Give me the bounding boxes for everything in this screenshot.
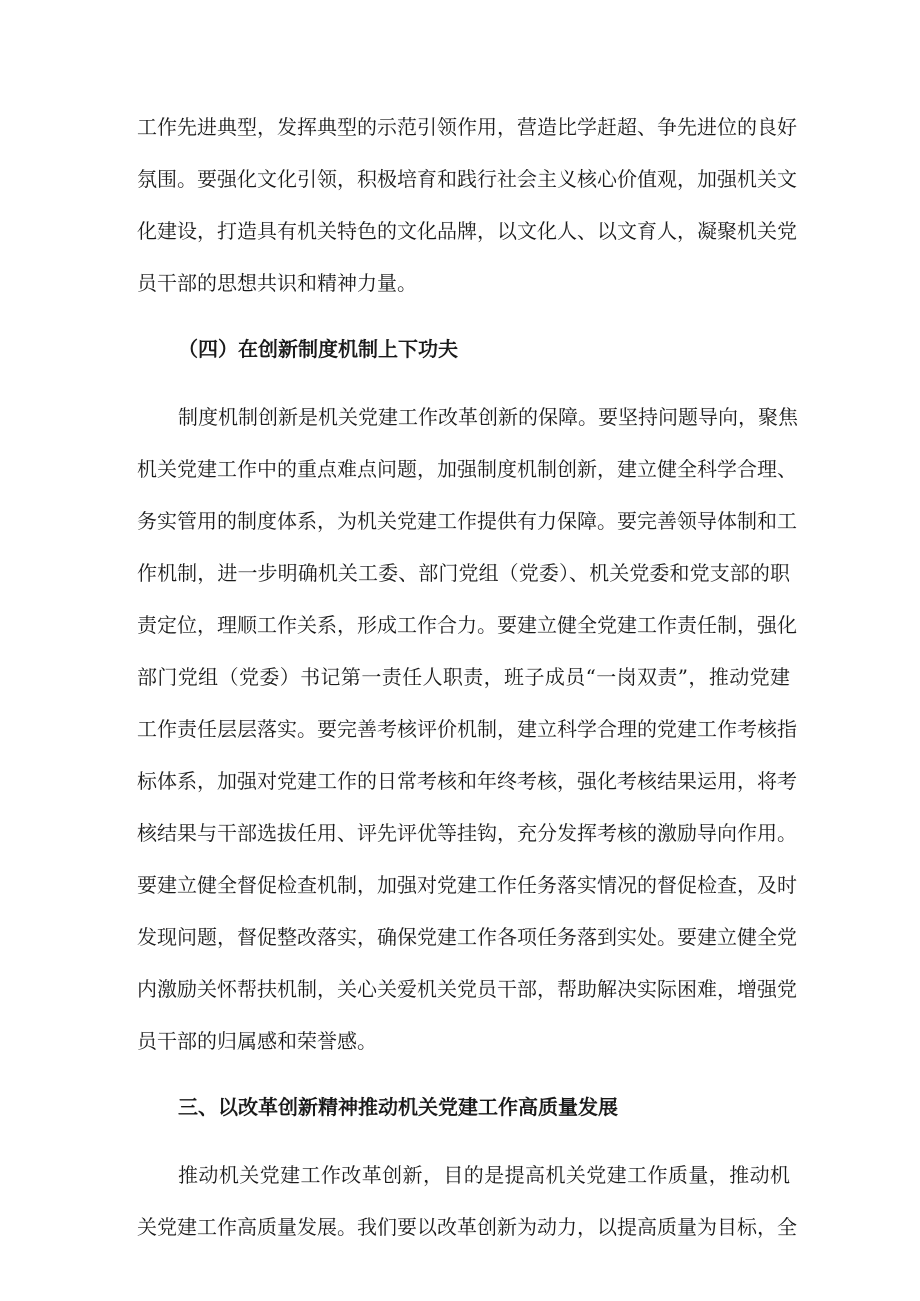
paragraph-1-line-2: 氛围。要强化文化引领，积极培育和践行社会主义核心价值观，加强机关文	[137, 167, 797, 191]
paragraph-2-line-11: 发现问题，督促整改落实，确保党建工作各项任务落到实处。要建立健全党	[137, 925, 797, 949]
paragraph-2-line-8: 标体系，加强对党建工作的日常考核和年终考核，强化考核结果运用，将考	[137, 769, 797, 793]
paragraph-2-line-10: 要建立健全督促检查机制，加强对党建工作任务落实情况的督促检查，及时	[137, 873, 797, 897]
section-heading-3: 三、以改革创新精神推动机关党建工作高质量发展	[178, 1095, 618, 1119]
paragraph-1-line-1: 工作先进典型，发挥典型的示范引领作用，营造比学赶超、争先进位的良好	[137, 115, 797, 139]
paragraph-2-line-5: 责定位，理顺工作关系，形成工作合力。要建立健全党建工作责任制，强化	[137, 613, 797, 637]
paragraph-2-line-12: 内激励关怀帮扶机制，关心关爱机关党员干部，帮助解决实际困难，增强党	[137, 977, 797, 1001]
paragraph-2-line-6: 部门党组（党委）书记第一责任人职责，班子成员“一岗双责”，推动党建	[137, 665, 790, 689]
paragraph-2-line-3: 务实管用的制度体系，为机关党建工作提供有力保障。要完善领导体制和工	[137, 509, 797, 533]
paragraph-2-line-2: 机关党建工作中的重点难点问题，加强制度机制创新，建立健全科学合理、	[137, 457, 797, 481]
paragraph-2-line-1: 制度机制创新是机关党建工作改革创新的保障。要坚持问题导向，聚焦	[178, 405, 798, 429]
section-heading-4: （四）在创新制度机制上下功夫	[178, 337, 458, 361]
paragraph-2-line-4: 作机制，进一步明确机关工委、部门党组（党委）、机关党委和党支部的职	[137, 561, 790, 585]
paragraph-1-line-3: 化建设，打造具有机关特色的文化品牌，以文化人、以文育人，凝聚机关党	[137, 219, 797, 243]
paragraph-2-line-7: 工作责任层层落实。要完善考核评价机制，建立科学合理的党建工作考核指	[137, 717, 797, 741]
paragraph-2-line-13: 员干部的归属感和荣誉感。	[137, 1029, 377, 1053]
paragraph-3-line-1: 推动机关党建工作改革创新，目的是提高机关党建工作质量，推动机	[178, 1163, 790, 1187]
paragraph-3-line-2: 关党建工作高质量发展。我们要以改革创新为动力，以提高质量为目标，全	[137, 1215, 797, 1239]
paragraph-2-line-9: 核结果与干部选拔任用、评先评优等挂钩，充分发挥考核的激励导向作用。	[137, 821, 797, 845]
paragraph-1-line-4: 员干部的思想共识和精神力量。	[137, 271, 417, 295]
